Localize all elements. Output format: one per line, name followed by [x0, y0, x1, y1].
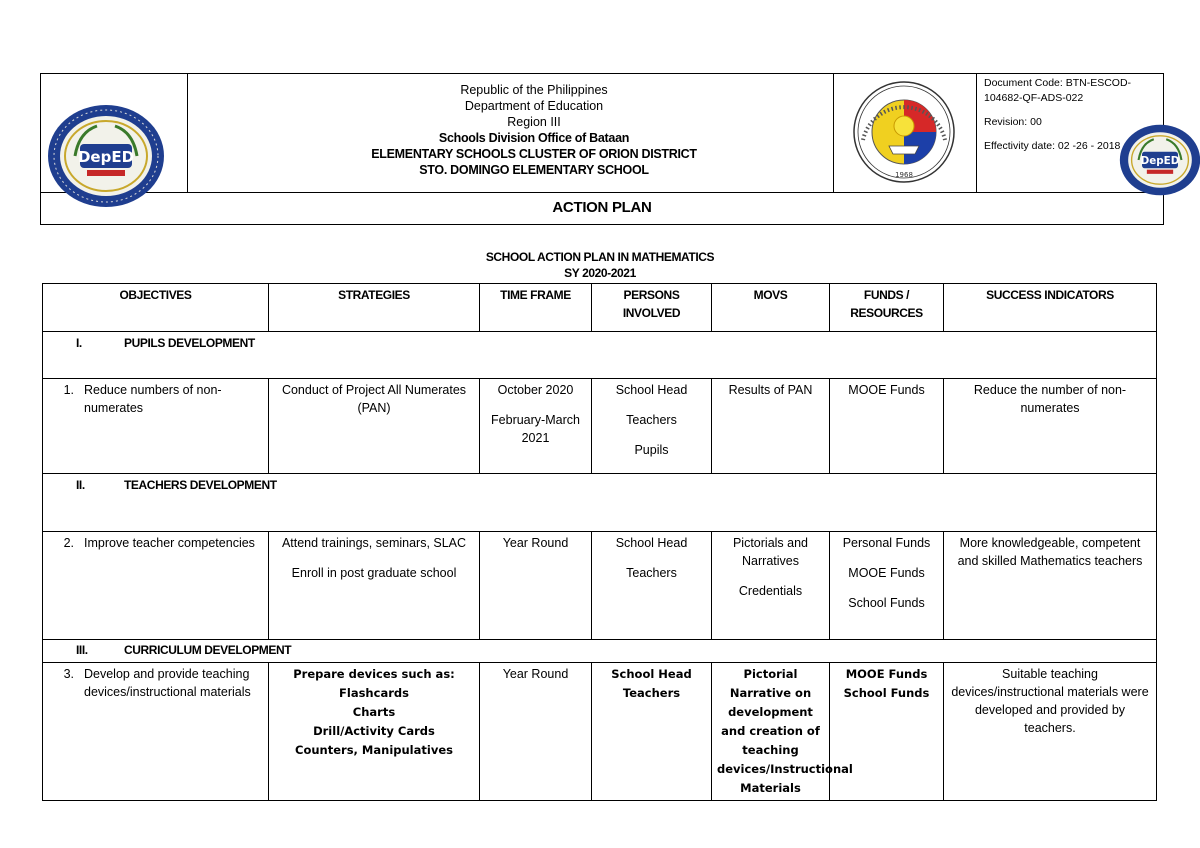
cell-success: Suitable teaching devices/instructional materials were developed and provided by teachers.: [944, 663, 1157, 801]
strategy-item: Enroll in post graduate school: [291, 566, 457, 580]
strategy-item: Flashcards: [339, 686, 409, 700]
section-row: [43, 640, 1157, 663]
document-revision: Revision: 00: [984, 116, 1042, 128]
cell-time-frame: Year Round: [480, 663, 592, 801]
col-header-movs: MOVS: [712, 284, 830, 332]
movs-item: Credentials: [738, 584, 803, 598]
cell-funds: [830, 532, 944, 640]
objective-text: Reduce numbers of non-numerates: [84, 383, 222, 415]
table-row: [43, 663, 1157, 801]
cell-funds: [830, 663, 944, 801]
cell-movs: Pictorial Narrative on development and creation of teaching devices/Instructional Materials: [712, 663, 830, 801]
cell-strategy: [269, 663, 480, 801]
person-item: Teachers: [626, 413, 677, 427]
section-heading: [43, 332, 1157, 379]
funds-item: MOOE Funds: [848, 566, 925, 580]
cell-time-frame: Year Round: [480, 532, 592, 640]
time-frame-item: February-March 2021: [491, 413, 580, 445]
cell-success: Reduce the number of non-numerates: [944, 379, 1157, 474]
cell-persons: [592, 663, 712, 801]
objective-number: 3.: [63, 667, 74, 681]
cell-success: More knowledgeable, competent and skilled Mathematics teachers: [944, 532, 1157, 640]
deped-logo-text: DepED: [77, 148, 135, 166]
school-seal-year: 1968: [895, 171, 913, 179]
section-title: PUPILS DEVELOPMENT: [124, 336, 255, 350]
section-title: TEACHERS DEVELOPMENT: [124, 478, 277, 492]
section-number: III.: [76, 643, 88, 657]
plan-school-year: SY 2020-2021: [564, 266, 636, 280]
section-row: [43, 474, 1157, 532]
strategy-item: Charts: [352, 705, 396, 719]
cell-persons: [592, 379, 712, 474]
objective-number: 1.: [63, 383, 74, 397]
deped-seal-logo: [47, 104, 165, 208]
col-header-objectives: OBJECTIVES: [43, 284, 269, 332]
time-frame-item: October 2020: [497, 383, 574, 397]
section-title: CURRICULUM DEVELOPMENT: [124, 643, 292, 657]
header-line: Department of Education: [464, 99, 604, 113]
school-seal-logo: [853, 80, 955, 184]
strategy-item: Counters, Manipulatives: [295, 743, 453, 757]
section-heading: [43, 474, 1157, 532]
section-heading: [43, 640, 1157, 663]
header-agency-block: [187, 82, 881, 178]
person-item: Teachers: [622, 686, 681, 700]
header-line: Republic of the Philippines: [460, 83, 608, 97]
movs-item: Pictorials and Narratives: [732, 536, 809, 568]
cell-objective: [43, 663, 269, 801]
deped-logo-text: DepED: [1140, 155, 1180, 168]
funds-item: School Funds: [848, 596, 925, 610]
funds-item: MOOE Funds: [845, 667, 928, 681]
deped-seal-logo-right: [1117, 124, 1200, 196]
strategy-item: Attend trainings, seminars, SLAC: [281, 536, 467, 550]
objective-number: 2.: [63, 536, 74, 550]
funds-item: School Funds: [843, 686, 930, 700]
action-plan-title: ACTION PLAN: [552, 199, 652, 216]
person-item: School Head: [611, 667, 692, 681]
objective-text: Develop and provide teaching devices/instructional materials: [84, 667, 251, 699]
cell-strategy: Conduct of Project All Numerates (PAN): [269, 379, 480, 474]
person-item: School Head: [615, 536, 688, 550]
header-cluster: ELEMENTARY SCHOOLS CLUSTER OF ORION DISTRICT: [371, 147, 697, 161]
objective-text: Improve teacher competencies: [84, 536, 255, 550]
section-number: II.: [76, 478, 85, 492]
col-header-success: SUCCESS INDICATORS: [944, 284, 1157, 332]
header-line: Region III: [507, 115, 561, 129]
cell-movs: [712, 532, 830, 640]
cell-movs: Results of PAN: [712, 379, 830, 474]
strategy-item: Drill/Activity Cards: [313, 724, 435, 738]
col-header-funds: FUNDS / RESOURCES: [830, 284, 944, 332]
section-row: [43, 332, 1157, 379]
cell-objective: [43, 532, 269, 640]
document-code: Document Code: BTN-ESCOD-104682-QF-ADS-022: [984, 77, 1132, 104]
col-header-strategies: STRATEGIES: [269, 284, 480, 332]
plan-title: SCHOOL ACTION PLAN IN MATHEMATICS: [485, 250, 715, 264]
table-header-row: [43, 284, 1157, 332]
strategy-item: Prepare devices such as:: [293, 667, 455, 681]
funds-item: Personal Funds: [842, 536, 931, 550]
action-plan-table: [42, 283, 1157, 801]
document-header: [40, 73, 1164, 225]
cell-funds: MOOE Funds: [830, 379, 944, 474]
cell-strategy: [269, 532, 480, 640]
col-header-time-frame: TIME FRAME: [480, 284, 592, 332]
section-number: I.: [76, 336, 82, 350]
header-divider: [976, 74, 977, 192]
cell-persons: [592, 532, 712, 640]
person-item: Teachers: [626, 566, 677, 580]
cell-objective: [43, 379, 269, 474]
table-row: [43, 532, 1157, 640]
col-header-persons: PERSONS INVOLVED: [592, 284, 712, 332]
person-item: Pupils: [634, 443, 669, 457]
header-school: STO. DOMINGO ELEMENTARY SCHOOL: [419, 163, 649, 177]
header-division: Schools Division Office of Bataan: [438, 131, 630, 145]
table-row: [43, 379, 1157, 474]
document-effectivity: Effectivity date: 02 -26 - 2018: [984, 140, 1121, 152]
person-item: School Head: [615, 383, 688, 397]
cell-time-frame: [480, 379, 592, 474]
